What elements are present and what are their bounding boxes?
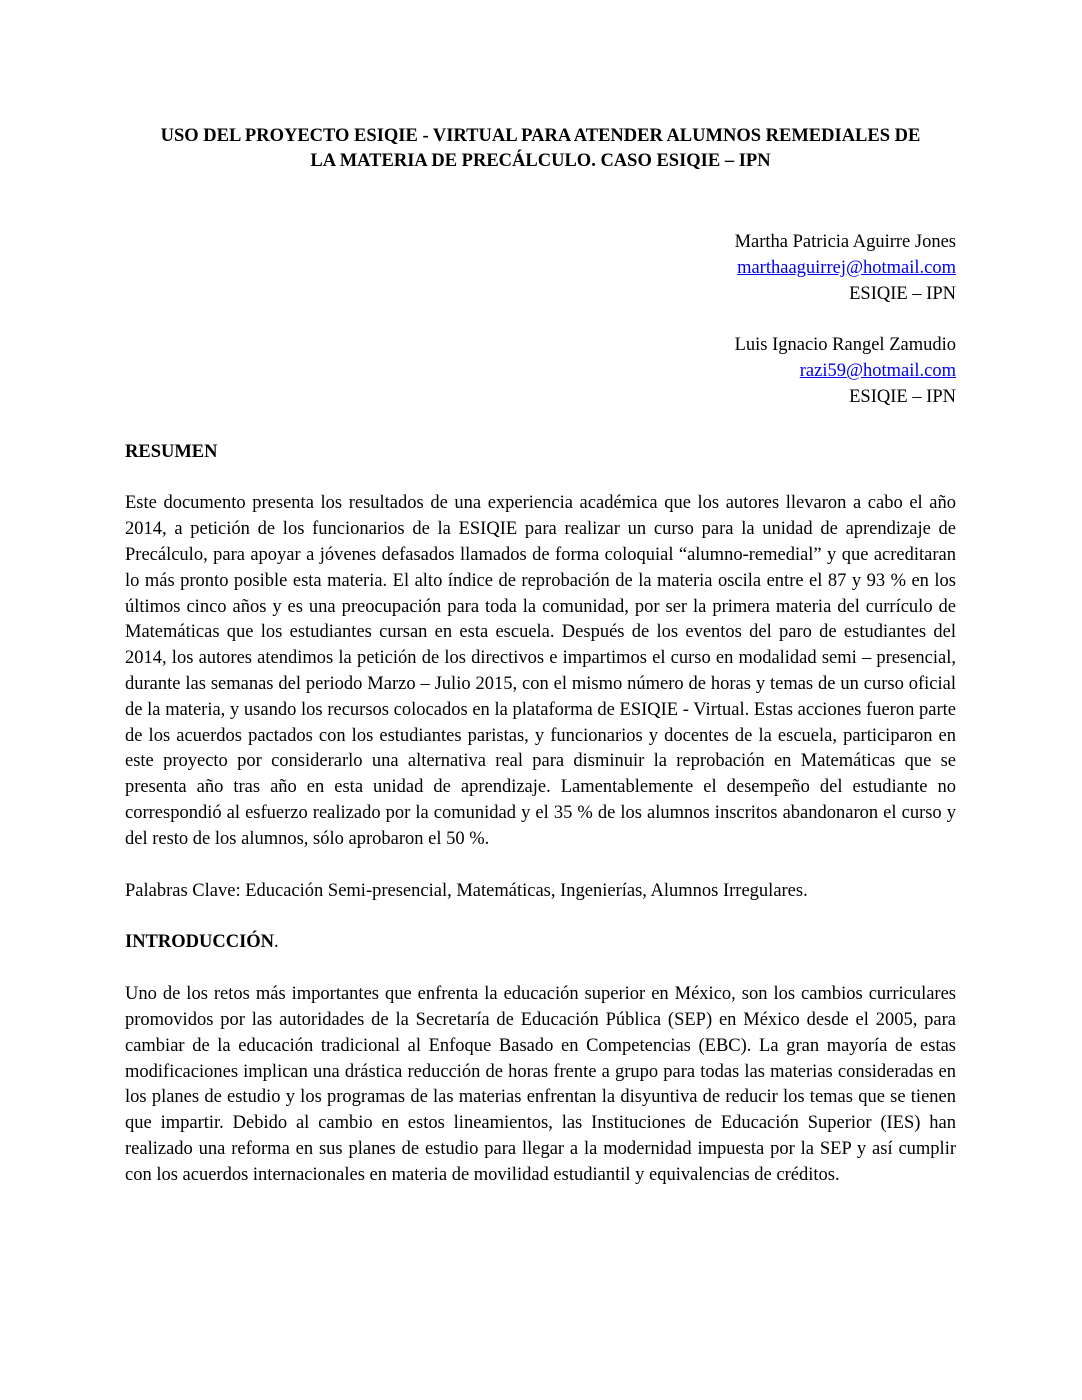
keywords-line: Palabras Clave: Educación Semi-presencial, Matemáticas, Ingenierías, Alumnos Irregulares.	[125, 880, 808, 901]
introduccion-heading-period: .	[274, 932, 279, 953]
paper-title-line-1: USO DEL PROYECTO ESIQIE - VIRTUAL PARA ATENDER ALUMNOS REMEDIALES DE	[160, 126, 921, 146]
author-name: Luis Ignacio Rangel Zamudio	[734, 335, 956, 356]
paper-title	[125, 124, 956, 174]
author-affiliation: ESIQIE – IPN	[849, 283, 956, 304]
author-affiliation: ESIQIE – IPN	[849, 386, 956, 407]
author-email-link[interactable]: razi59@hotmail.com	[799, 360, 956, 381]
author-name: Martha Patricia Aguirre Jones	[734, 232, 956, 252]
author-block	[125, 333, 956, 410]
author-email-link[interactable]: marthaaguirrej@hotmail.com	[737, 257, 956, 278]
author-block	[125, 230, 956, 307]
document-page	[125, 124, 956, 1189]
author-list	[125, 230, 956, 411]
introduccion-heading-text: INTRODUCCIÓN	[125, 932, 275, 953]
paper-title-line-2: LA MATERIA DE PRECÁLCULO. CASO ESIQIE – IPN	[310, 151, 771, 171]
introduction-paragraph: Uno de los retos más importantes que enfrenta la educación superior en México, son los cambios curriculares promovidos por las autoridades de la Secretaría de Educación Pública (SEP) en México desde el 2005, para cambiar de la educación tradicional al Enfoque Basado en Competencias (EBC). La gran mayoría de estas modificaciones implican una drástica reducción de horas frente a grupo para todas las materias consideradas en los planes de estudio y los programas de las materias enfrentan la disyuntiva de reducir los temas que se tienen que impartir. Debido al cambio en estos lineamientos, las Instituciones de Educación Superior (IES) han realizado una reforma en sus planes de estudio para llegar a la modernidad impuesta por la SEP y así cumplir con los acuerdos internacionales en materia de movilidad estudiantil y equivalencias de créditos.	[125, 984, 956, 1185]
section-heading-introduccion	[125, 930, 956, 956]
section-heading-resumen: RESUMEN	[125, 441, 218, 462]
abstract-paragraph: Este documento presenta los resultados de una experiencia académica que los autores llevaron a cabo el año 2014, a petición de los funcionarios de la ESIQIE para realizar un curso para la unidad de aprendizaje de Precálculo, para apoyar a jóvenes defasados llamados de forma coloquial “alumno-remedial” y que acreditaran lo más pronto posible esta materia. El alto índice de reprobación de la materia oscila entre el 87 y 93 % en los últimos cinco años y es una preocupación para toda la comunidad, por ser la primera materia del currículo de Matemáticas que los estudiantes cursan en esta escuela. Después de los eventos del paro de estudiantes del 2014, los autores atendimos la petición de los directivos e impartimos el curso en modalidad semi – presencial, durante las semanas del periodo Marzo – Julio 2015, con el mismo número de horas y temas de un curso oficial de la materia, y usando los recursos colocados en la plataforma de ESIQIE - Virtual. Estas acciones fueron parte de los acuerdos pactados con los estudiantes paristas, y funcionarios y docentes de la escuela, participaron en este proyecto por considerarlo una alternativa real para disminuir la reprobación en Matemáticas que se presenta año tras año en esta unidad de aprendizaje. Lamentablemente el desempeño del estudiante no correspondió al esfuerzo realizado por la comunidad y el 35 % de los alumnos inscritos abandonaron el curso y del resto de los alumnos, sólo aprobaron el 50 %.	[125, 493, 956, 849]
